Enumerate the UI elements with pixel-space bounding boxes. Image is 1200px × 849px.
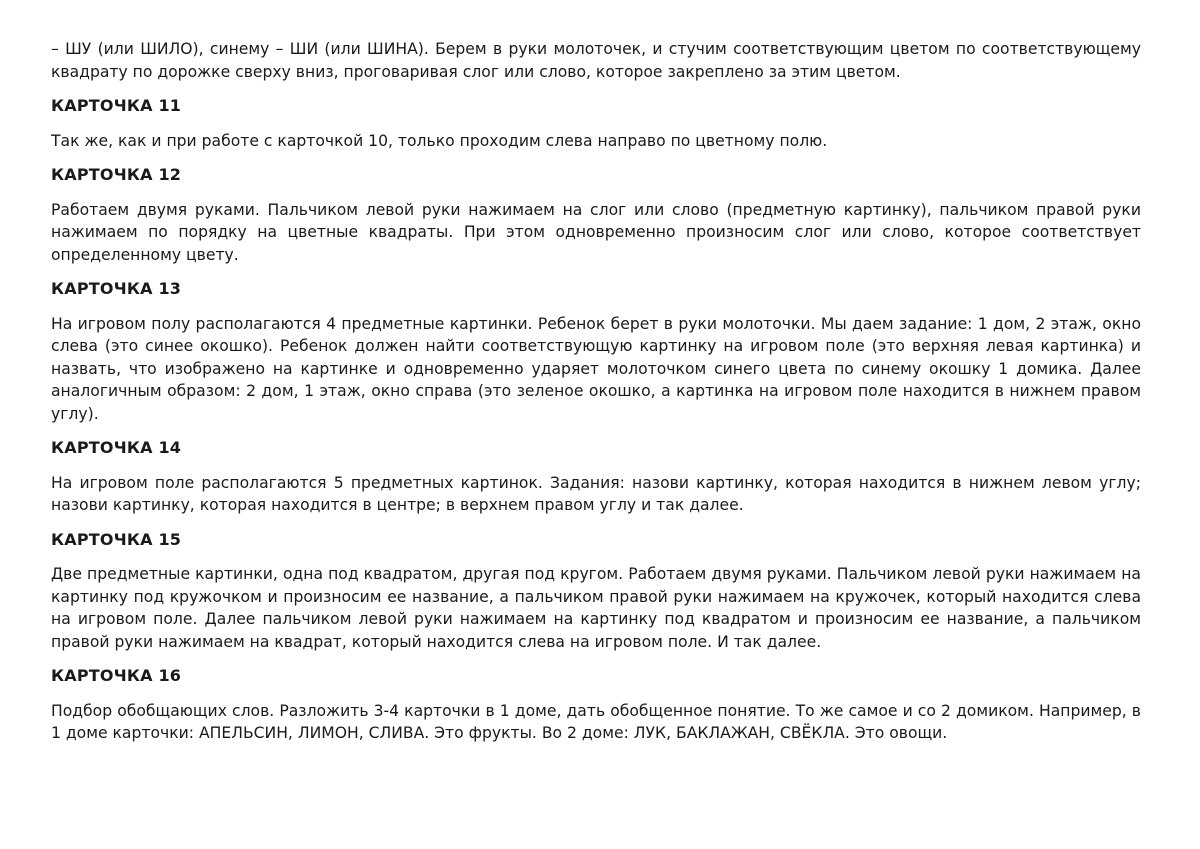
document-page (51, 38, 1141, 757)
heading-card-12: КАРТОЧКА 12 (51, 165, 182, 184)
paragraph-card-16: Подбор обобщающих слов. Разложить 3-4 карточки в 1 доме, дать обобщенное понятие. То же самое и со 2 домиком. Например, в 1 доме карточки: АПЕЛЬСИН, ЛИМОН, СЛИВА. Это фрукты. Во 2 доме: ЛУК, БАКЛАЖАН, СВЁКЛА. Это овощи. (51, 701, 1141, 742)
paragraph-card-12: Работаем двумя руками. Пальчиком левой руки нажимаем на слог или слово (предметную картинку), пальчиком правой руки нажимаем по порядку на цветные квадраты. При этом одновременно произносим слог или слово, которое соответствует определенному цвету. (51, 200, 1141, 264)
paragraph-card-14: На игровом поле располагаются 5 предметных картинок. Задания: назови картинку, которая находится в нижнем левом углу; назови картинку, которая находится в центре; в верхнем правом углу и так далее. (51, 473, 1141, 514)
heading-card-11: КАРТОЧКА 11 (51, 96, 182, 115)
heading-card-16: КАРТОЧКА 16 (51, 666, 182, 685)
paragraph-intro-continued: – ШУ (или ШИЛО), синему – ШИ (или ШИНА). Берем в руки молоточек, и стучим соответствующим цветом по соответствующему квадрату по дорожке сверху вниз, проговаривая слог или слово, которое закреплено за этим цветом. (51, 40, 1141, 81)
paragraph-card-15: Две предметные картинки, одна под квадратом, другая под кругом. Работаем двумя руками. Пальчиком левой руки нажимаем на картинку под кружочком и произносим ее название, а пальчиком правой руки нажимаем на кружочек, который находится слева на игровом поле. Далее пальчиком левой руки нажимаем на картинку под квадратом и произносим ее название, а пальчиком правой руки нажимаем на квадрат, который находится слева на игровом поле. И так далее. (51, 565, 1141, 651)
paragraph-card-13: На игровом полу располагаются 4 предметные картинки. Ребенок берет в руки молоточки. Мы даем задание: 1 дом, 2 этаж, окно слева (это синее окошко). Ребенок должен найти соответствующую картинку на игровом поле (это верхняя левая картинка) и назвать, что изображено на картинке и одновременно ударяет молоточком синего цвета по синему окошку 1 домика. Далее аналогичным образом: 2 дом, 1 этаж, окно справа (это зеленое окошко, а картинка на игровом поле находится в нижнем правом углу). (51, 314, 1141, 423)
paragraph-card-11: Так же, как и при работе с карточкой 10, только проходим слева направо по цветному полю. (51, 131, 828, 150)
heading-card-14: КАРТОЧКА 14 (51, 438, 182, 457)
heading-card-15: КАРТОЧКА 15 (51, 529, 182, 549)
heading-card-13: КАРТОЧКА 13 (51, 279, 182, 298)
